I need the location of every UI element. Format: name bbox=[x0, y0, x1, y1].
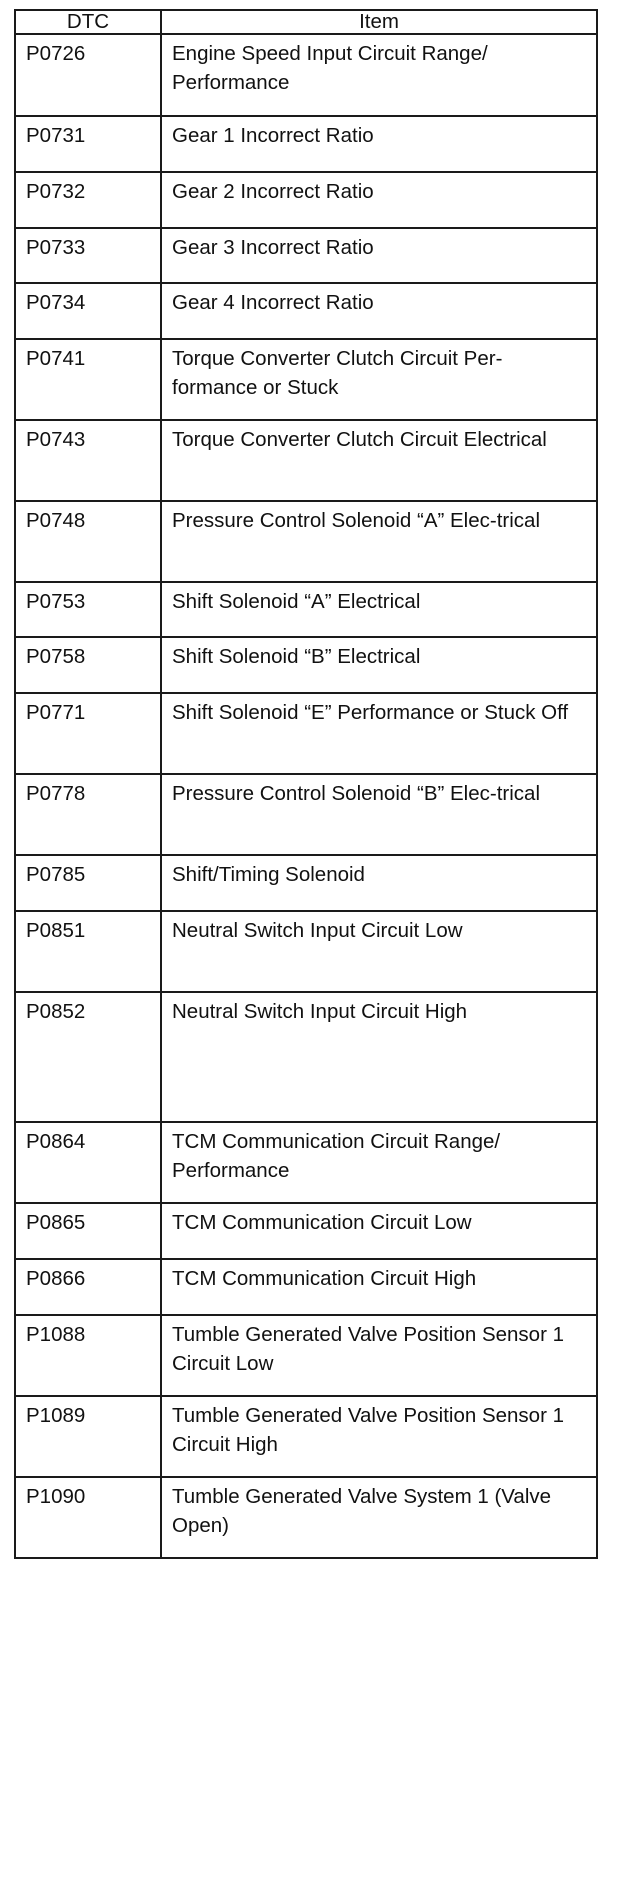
dtc-item: Tumble Generated Valve Position Sensor 1 Circuit High bbox=[161, 1396, 597, 1477]
dtc-code: P0785 bbox=[15, 855, 161, 911]
table-row bbox=[15, 855, 597, 911]
dtc-item: TCM Communication Circuit High bbox=[161, 1259, 597, 1315]
table-row bbox=[15, 116, 597, 172]
dtc-code: P0743 bbox=[15, 420, 161, 501]
table-row bbox=[15, 339, 597, 420]
dtc-code: P0726 bbox=[15, 34, 161, 116]
dtc-item: Shift/Timing Solenoid bbox=[161, 855, 597, 911]
table-row bbox=[15, 1396, 597, 1477]
dtc-code: P1089 bbox=[15, 1396, 161, 1477]
table-row bbox=[15, 911, 597, 992]
dtc-item: Gear 1 Incorrect Ratio bbox=[161, 116, 597, 172]
dtc-item: TCM Communication Circuit Low bbox=[161, 1203, 597, 1259]
table-row bbox=[15, 582, 597, 637]
dtc-item: Gear 3 Incorrect Ratio bbox=[161, 228, 597, 283]
dtc-code: P0748 bbox=[15, 501, 161, 582]
dtc-code: P0852 bbox=[15, 992, 161, 1122]
dtc-item: Tumble Generated Valve Position Sensor 1 Circuit Low bbox=[161, 1315, 597, 1396]
table-row bbox=[15, 420, 597, 501]
header-item: Item bbox=[161, 10, 597, 34]
dtc-item: Torque Converter Clutch Circuit Per-formance or Stuck bbox=[161, 339, 597, 420]
dtc-code: P0733 bbox=[15, 228, 161, 283]
dtc-code: P1090 bbox=[15, 1477, 161, 1558]
dtc-code: P0753 bbox=[15, 582, 161, 637]
dtc-code: P0864 bbox=[15, 1122, 161, 1203]
dtc-code: P0731 bbox=[15, 116, 161, 172]
table-row bbox=[15, 1122, 597, 1203]
dtc-item: Torque Converter Clutch Circuit Electrical bbox=[161, 420, 597, 501]
dtc-code: P0851 bbox=[15, 911, 161, 992]
dtc-item: Tumble Generated Valve System 1 (Valve Open) bbox=[161, 1477, 597, 1558]
table-row bbox=[15, 1259, 597, 1315]
dtc-item: Engine Speed Input Circuit Range/ Performance bbox=[161, 34, 597, 116]
dtc-code: P0758 bbox=[15, 637, 161, 693]
table-header-row bbox=[15, 10, 597, 34]
dtc-item: Shift Solenoid “E” Performance or Stuck Off bbox=[161, 693, 597, 774]
dtc-item: Pressure Control Solenoid “B” Elec-trical bbox=[161, 774, 597, 855]
table-row bbox=[15, 774, 597, 855]
table-row bbox=[15, 172, 597, 228]
dtc-item: Neutral Switch Input Circuit High bbox=[161, 992, 597, 1122]
dtc-code: P0865 bbox=[15, 1203, 161, 1259]
table-row bbox=[15, 693, 597, 774]
dtc-item: TCM Communication Circuit Range/ Performance bbox=[161, 1122, 597, 1203]
table-row bbox=[15, 501, 597, 582]
table-row bbox=[15, 992, 597, 1122]
dtc-code: P0732 bbox=[15, 172, 161, 228]
table-row bbox=[15, 1315, 597, 1396]
dtc-item: Gear 2 Incorrect Ratio bbox=[161, 172, 597, 228]
dtc-item: Shift Solenoid “A” Electrical bbox=[161, 582, 597, 637]
dtc-item: Shift Solenoid “B” Electrical bbox=[161, 637, 597, 693]
dtc-item: Pressure Control Solenoid “A” Elec-trical bbox=[161, 501, 597, 582]
dtc-code: P0778 bbox=[15, 774, 161, 855]
dtc-item: Neutral Switch Input Circuit Low bbox=[161, 911, 597, 992]
table-row bbox=[15, 1477, 597, 1558]
dtc-item: Gear 4 Incorrect Ratio bbox=[161, 283, 597, 339]
dtc-code: P0866 bbox=[15, 1259, 161, 1315]
table-row bbox=[15, 1203, 597, 1259]
dtc-code: P0741 bbox=[15, 339, 161, 420]
table-row bbox=[15, 34, 597, 116]
table-row bbox=[15, 283, 597, 339]
table-row bbox=[15, 637, 597, 693]
table-row bbox=[15, 228, 597, 283]
dtc-code: P0771 bbox=[15, 693, 161, 774]
dtc-code: P0734 bbox=[15, 283, 161, 339]
header-dtc: DTC bbox=[15, 10, 161, 34]
dtc-code: P1088 bbox=[15, 1315, 161, 1396]
dtc-table bbox=[14, 9, 598, 1559]
